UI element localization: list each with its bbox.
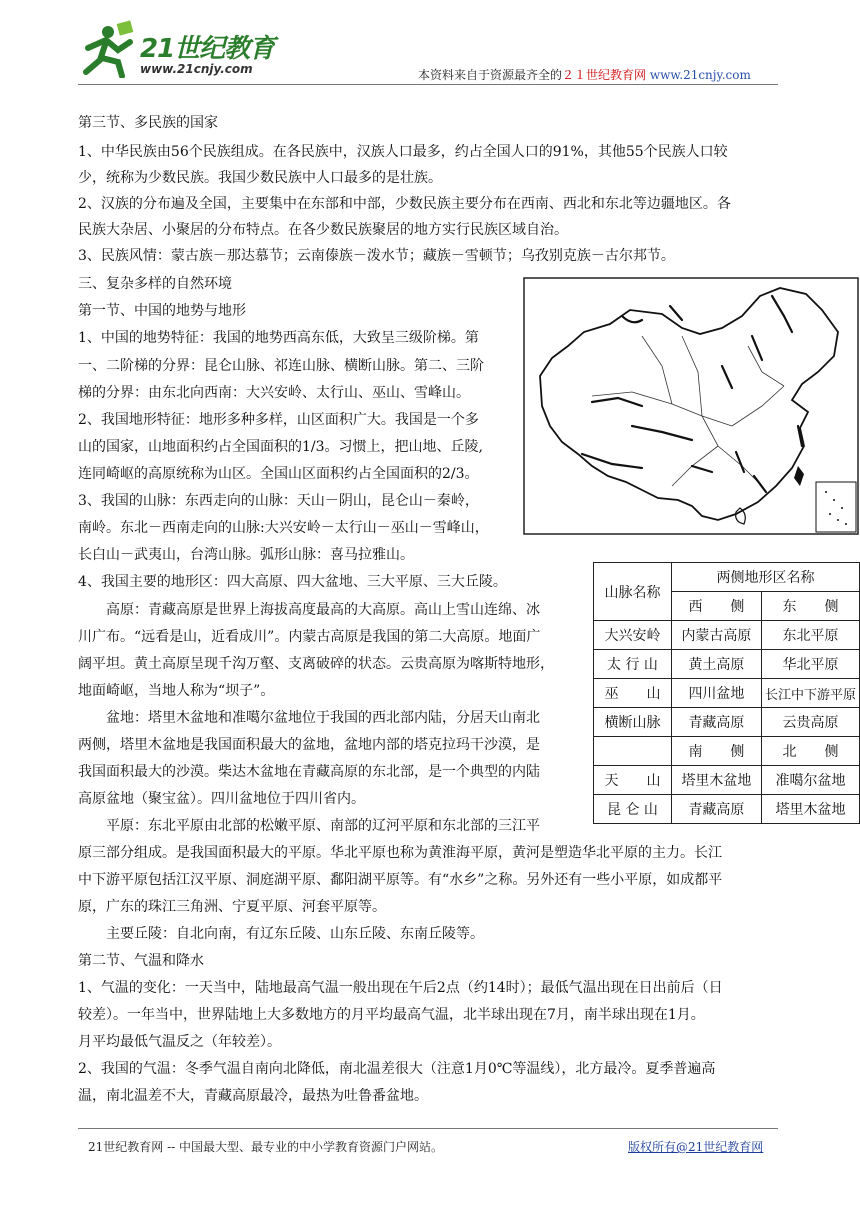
table-header-north: 北 侧 [761, 737, 859, 766]
text-line: 少，统称为少数民族。我国少数民族中人口最多的是壮族。 [78, 170, 442, 186]
mountain-cell: 天 山 [594, 766, 672, 795]
table-row [594, 708, 860, 737]
east-cell: 云贵高原 [761, 708, 859, 737]
text-line: 1、气温的变化：一天当中，陆地最高气温一般出现在午后2点（约14时）；最低气温出现在日出前后（日 [78, 980, 723, 996]
table-header-mountain: 山脉名称 [594, 563, 672, 621]
text-line: 原，广东的珠江三角洲、宁夏平原、河套平原等。 [78, 899, 386, 915]
text-line: 地面崎岖，当地人称为“坝子”。 [78, 683, 275, 699]
section-title-2: 第二节、气温和降水 [78, 953, 204, 969]
chapter-title: 三、复杂多样的自然环境 [78, 276, 232, 292]
west-cell: 内蒙古高原 [671, 621, 761, 650]
text-line: 原三部分组成。是我国面积最大的平原。华北平原也称为黄淮海平原，黄河是塑造华北平原的主力。长江 [78, 845, 722, 861]
text-line: 较差）。一年当中，世界陆地上大多数地方的月平均最高气温，北半球出现在7月，南半球出现在1月。 [78, 1007, 705, 1023]
table-header-west: 西 侧 [671, 592, 761, 621]
footer-copyright-link[interactable]: 版权所有@21世纪教育网 [628, 1140, 764, 1154]
east-cell: 东北平原 [761, 621, 859, 650]
mountain-cell: 大兴安岭 [594, 621, 672, 650]
mountain-cell: 太 行 山 [594, 650, 672, 679]
text-line: 一、二阶梯的分界：昆仑山脉、祁连山脉、横断山脉。第二、三阶 [78, 358, 484, 374]
text-line: 长白山－武夷山，台湾山脉。弧形山脉：喜马拉雅山。 [78, 547, 414, 563]
text-line: 盆地：塔里木盆地和准噶尔盆地位于我国的西北部内陆，分居天山南北 [106, 710, 540, 726]
text-line: 4、我国主要的地形区：四大高原、四大盆地、三大平原、三大丘陵。 [78, 574, 507, 590]
mountain-landform-table [593, 562, 860, 824]
east-cell: 长江中下游平原 [761, 679, 859, 708]
text-line: 民族大杂居、小聚居的分布特点。在各少数民族聚居的地方实行民族区域自治。 [78, 222, 568, 238]
text-line: 2、汉族的分布遍及全国，主要集中在东部和中部，少数民族主要分布在西南、西北和东北等边疆地区。各 [78, 196, 731, 212]
table-row [594, 795, 860, 824]
text-line: 平原：东北平原由北部的松嫩平原、南部的辽河平原和东北部的三江平 [106, 818, 540, 834]
source-url[interactable]: www.21cnjy.com [649, 68, 751, 82]
text-line: 梯的分界：由东北向西南：大兴安岭、太行山、巫山、雪峰山。 [78, 385, 470, 401]
runner-logo-icon [78, 20, 138, 78]
text-line: 高原：青藏高原是世界上海拔高度最高的大高原。高山上雪山连绵、冰 [106, 602, 540, 618]
section-title-1: 第一节、中国的地势与地形 [78, 303, 246, 319]
header-source [418, 66, 751, 83]
logo-url: www.21cnjy.com [140, 62, 253, 76]
west-cell: 四川盆地 [671, 679, 761, 708]
text-line: 1、中国的地势特征：我国的地势西高东低，大致呈三级阶梯。第 [78, 330, 479, 346]
mountain-cell: 昆 仑 山 [594, 795, 672, 824]
table-row [594, 679, 860, 708]
table-subheader-row [594, 737, 860, 766]
text-line: 月平均最低气温反之（年较差）。 [78, 1034, 281, 1050]
text-line: 2、我国的气温：冬季气温自南向北降低，南北温差很大（注意1月0℃等温线），北方最冷。夏季普遍高 [78, 1061, 716, 1077]
logo-title: 21世纪教育 [140, 34, 275, 64]
table-row [594, 621, 860, 650]
east-cell: 华北平原 [761, 650, 859, 679]
china-mountains-map [522, 276, 860, 536]
text-line: 2、我国地形特征：地形多种多样，山区面积广大。我国是一个多 [78, 412, 479, 428]
south-cell: 青藏高原 [671, 795, 761, 824]
table-header-sides: 两侧地形区名称 [671, 563, 859, 592]
mountain-cell: 巫 山 [594, 679, 672, 708]
footer-divider [78, 1128, 778, 1129]
text-line: 川广布。“远看是山，近看成川”。内蒙古高原是我国的第二大高原。地面广 [78, 629, 541, 645]
source-highlight: ２１世纪教育网 [562, 68, 647, 82]
south-cell: 塔里木盆地 [671, 766, 761, 795]
text-line: 两侧，塔里木盆地是我国面积最大的盆地，盆地内部的塔克拉玛干沙漠，是 [78, 737, 540, 753]
north-cell: 准噶尔盆地 [761, 766, 859, 795]
header-divider [78, 84, 778, 85]
table-header-south: 南 侧 [671, 737, 761, 766]
text-line: 3、民族风情：蒙古族－那达慕节；云南傣族－泼水节；藏族－雪顿节；乌孜别克族－古尔邦节。 [78, 248, 675, 264]
text-line: 连同崎岖的高原统称为山区。全国山区面积约占全国面积的2/3。 [78, 466, 479, 482]
section-title-3: 第三节、多民族的国家 [78, 115, 218, 131]
west-cell: 黄土高原 [671, 650, 761, 679]
text-line: 高原盆地（聚宝盆）。四川盆地位于四川省内。 [78, 791, 365, 807]
table-row [594, 766, 860, 795]
north-cell: 塔里木盆地 [761, 795, 859, 824]
text-line: 我国面积最大的沙漠。柴达木盆地在青藏高原的东北部，是一个典型的内陆 [78, 764, 540, 780]
table-header-east: 东 侧 [761, 592, 859, 621]
text-line: 1、中华民族由56个民族组成。在各民族中，汉族人口最多，约占全国人口的91%，其他55个民族人口较 [78, 144, 728, 160]
empty-cell [594, 737, 672, 766]
mountain-cell: 横断山脉 [594, 708, 672, 737]
text-line: 阔平坦。黄土高原呈现千沟万壑、支离破碎的状态。云贵高原为喀斯特地形， [78, 656, 554, 672]
text-line: 山的国家，山地面积约占全国面积的1/3。习惯上，把山地、丘陵, [78, 439, 483, 455]
table-row [594, 650, 860, 679]
text-line: 中下游平原包括江汉平原、洞庭湖平原、鄱阳湖平原等。有“水乡”之称。另外还有一些小平原，如成都平 [78, 872, 723, 888]
site-logo [78, 20, 298, 80]
text-line: 温，南北温差不大，青藏高原最冷，最热为吐鲁番盆地。 [78, 1088, 428, 1104]
text-line: 3、我国的山脉：东西走向的山脉：天山－阴山，昆仑山－秦岭， [78, 493, 479, 509]
text-line: 南岭。东北－西南走向的山脉:大兴安岭－太行山－巫山－雪峰山， [78, 520, 489, 536]
footer-text: 21世纪教育网 -- 中国最大型、最专业的中小学教育资源门户网站。 [88, 1140, 444, 1154]
west-cell: 青藏高原 [671, 708, 761, 737]
text-line: 主要丘陵：自北向南，有辽东丘陵、山东丘陵、东南丘陵等。 [106, 926, 484, 942]
source-prefix: 本资料来自于资源最齐全的 [418, 68, 563, 82]
